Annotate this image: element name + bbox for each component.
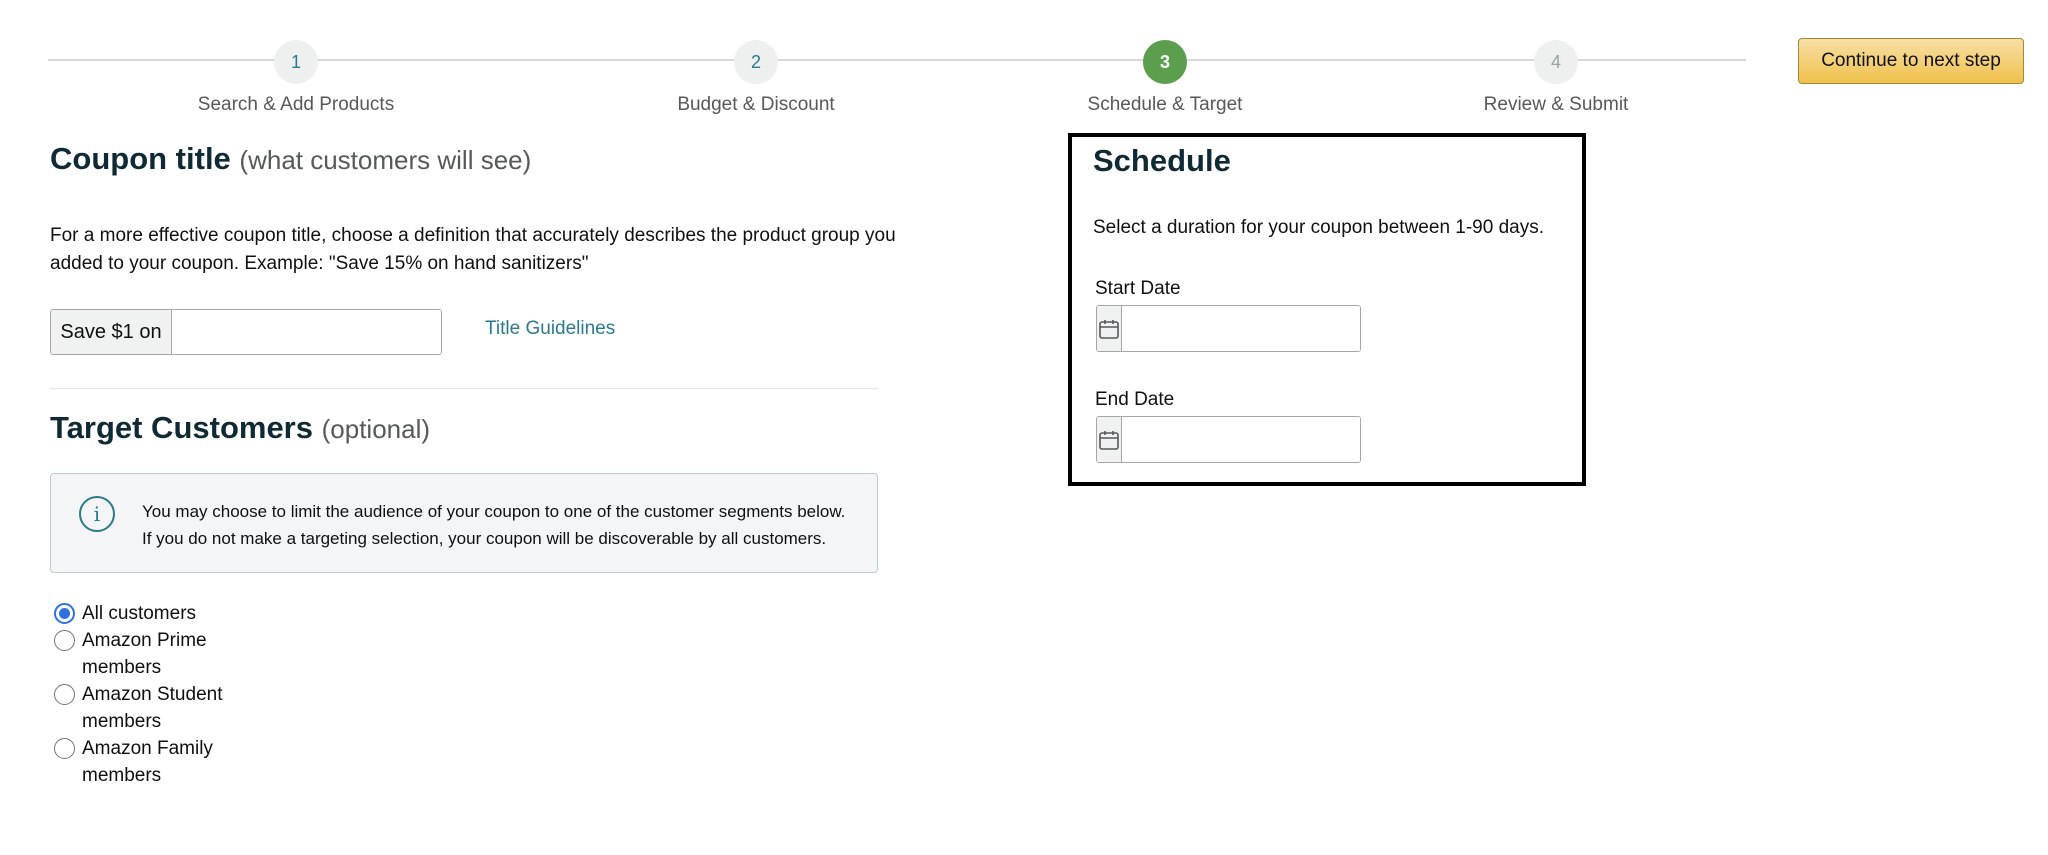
- title-guidelines-link[interactable]: Title Guidelines: [485, 318, 616, 339]
- step-number: 1: [274, 40, 318, 84]
- start-date-input[interactable]: [1122, 306, 1361, 351]
- coupon-title-input-group: [50, 309, 442, 355]
- targeting-info-box: [50, 473, 878, 573]
- section-divider: [50, 388, 878, 389]
- step-label: Schedule & Target: [1087, 94, 1243, 115]
- step-number: 4: [1534, 40, 1578, 84]
- coupon-title-description: For a more effective coupon title, choose a definition that accurately describes the product group you added to your coupon. Example: "Save 15% on hand sanitizers": [50, 225, 896, 274]
- start-date-label: Start Date: [1095, 278, 1181, 299]
- step-label: Review & Submit: [1483, 94, 1629, 115]
- radio-button[interactable]: [54, 603, 75, 624]
- schedule-heading: Schedule: [1093, 143, 1231, 178]
- calendar-icon[interactable]: [1097, 417, 1122, 462]
- target-customers-subtitle: (optional): [321, 414, 431, 444]
- progress-stepper: [48, 40, 1746, 120]
- step-search-add-products[interactable]: [136, 40, 456, 116]
- radio-all-customers[interactable]: [54, 600, 242, 627]
- end-date-label: End Date: [1095, 389, 1175, 410]
- coupon-title-subtitle: (what customers will see): [239, 145, 532, 175]
- coupon-title-text: Coupon title: [50, 141, 231, 176]
- radio-label[interactable]: Amazon Family members: [82, 738, 213, 786]
- schedule-description: Select a duration for your coupon between 1-90 days.: [1093, 217, 1545, 238]
- radio-button[interactable]: [54, 630, 75, 651]
- radio-button[interactable]: [54, 684, 75, 705]
- target-customer-options: [54, 600, 242, 789]
- radio-amazon-family-members[interactable]: [54, 735, 242, 789]
- targeting-info-text: [142, 498, 845, 552]
- radio-label[interactable]: All customers: [82, 603, 197, 624]
- step-number: 3: [1143, 40, 1187, 84]
- radio-amazon-prime-members[interactable]: [54, 627, 242, 681]
- coupon-title-prefix: Save $1 on: [51, 310, 172, 354]
- step-review-submit: [1396, 40, 1716, 116]
- target-customers-text: Target Customers: [50, 410, 313, 445]
- step-number: 2: [734, 40, 778, 84]
- step-label: Budget & Discount: [677, 94, 835, 115]
- coupon-title-heading: [50, 141, 531, 177]
- continue-button[interactable]: Continue to next step: [1798, 38, 2024, 84]
- info-line-1: You may choose to limit the audience of your coupon to one of the customer segments below.: [142, 502, 846, 521]
- end-date-input[interactable]: [1122, 417, 1361, 462]
- info-line-2: If you do not make a targeting selection, your coupon will be discoverable by all customers.: [142, 529, 827, 548]
- calendar-icon[interactable]: [1097, 306, 1122, 351]
- radio-amazon-student-members[interactable]: [54, 681, 242, 735]
- end-date-input-group: [1096, 416, 1361, 463]
- start-date-input-group: [1096, 305, 1361, 352]
- step-budget-discount[interactable]: [596, 40, 916, 116]
- radio-label[interactable]: Amazon Student members: [82, 684, 223, 732]
- step-schedule-target: [1005, 40, 1325, 116]
- target-customers-heading: [50, 410, 430, 446]
- schedule-panel: [1068, 133, 1586, 486]
- radio-label[interactable]: Amazon Prime members: [82, 630, 207, 678]
- coupon-title-input[interactable]: [172, 310, 441, 354]
- step-label: Search & Add Products: [197, 94, 395, 115]
- radio-button[interactable]: [54, 738, 75, 759]
- info-icon: i: [79, 496, 115, 532]
